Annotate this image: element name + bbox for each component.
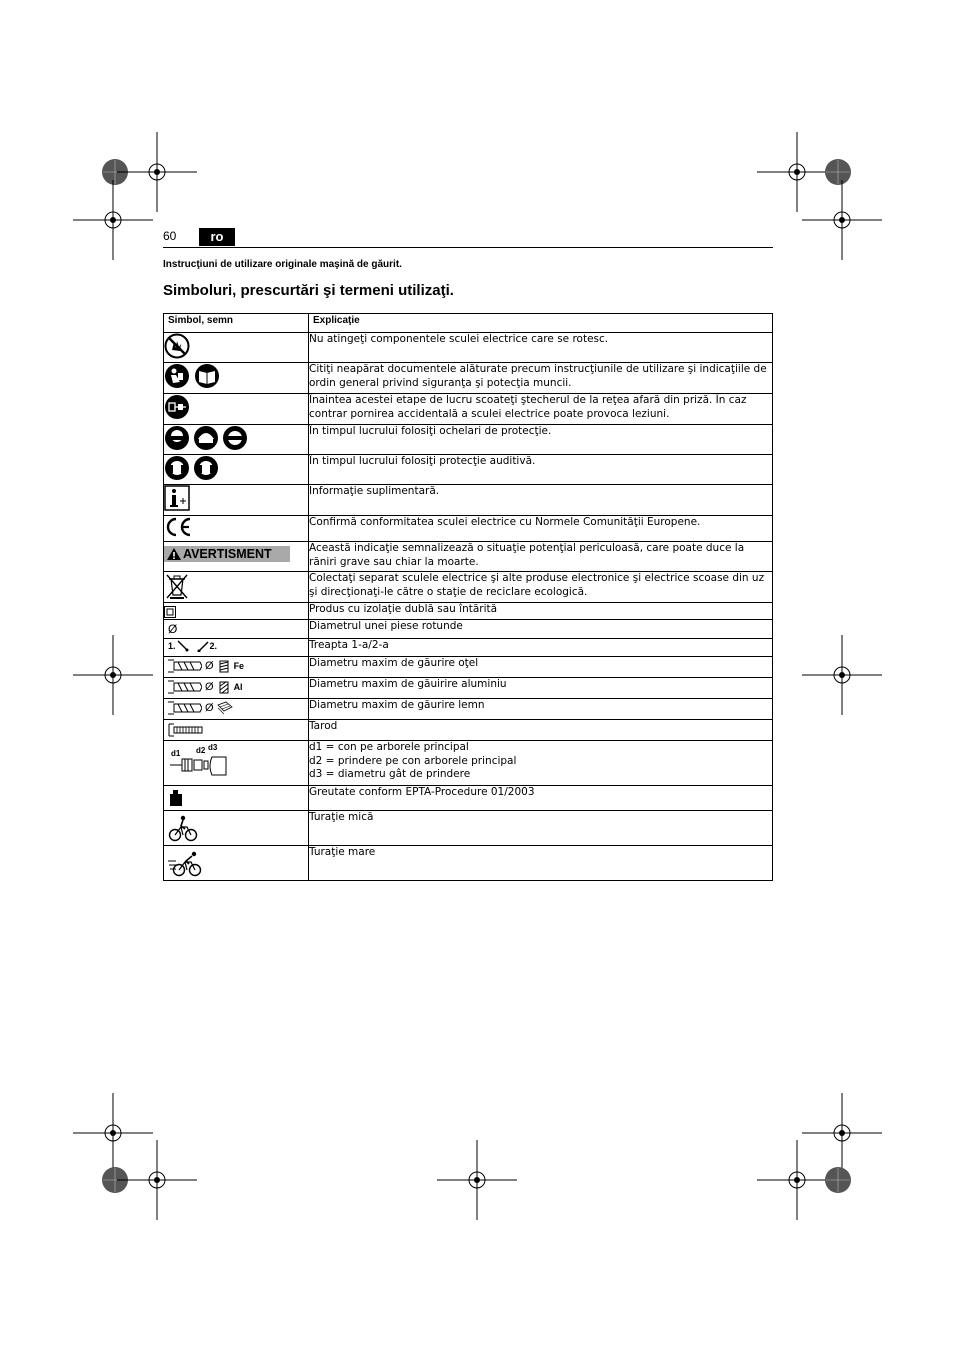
- explanation-cell: Această indicaţie semnalizează o situaţie potenţial periculoasă, care poate duce la răniri grave sau chiar la moarte.: [309, 542, 773, 572]
- drill-bit-icon: [168, 680, 202, 694]
- table-row: [164, 720, 773, 741]
- table-row: [164, 699, 773, 720]
- weight-icon: [168, 789, 184, 807]
- column-header-explanation: Explicaţie: [309, 314, 773, 333]
- warning-triangle-icon: [166, 547, 182, 561]
- explanation-cell: Treapta 1-a/2-a: [309, 639, 773, 657]
- table-row: [164, 786, 773, 811]
- explanation-cell: Citiţi neapărat documentele alăturate precum instrucţiunile de utilizare şi indicaţiile de ordin general privind siguranţa şi potecţia muncii.: [309, 363, 773, 394]
- warning-label: [164, 546, 290, 562]
- gear-step-label-2: 2.: [209, 641, 218, 651]
- drill-aluminium-icon: [168, 680, 304, 694]
- registration-mark-icon: [117, 1140, 197, 1220]
- section-title: Simboluri, prescurtări şi termeni utilizaţi.: [163, 282, 454, 299]
- table-row: [164, 572, 773, 603]
- table-row: [164, 485, 773, 516]
- table-row: [164, 811, 773, 846]
- table-row: [164, 678, 773, 699]
- table-row: [164, 333, 773, 363]
- language-badge: ro: [199, 228, 235, 246]
- table-row: [164, 363, 773, 394]
- table-row: [164, 455, 773, 485]
- explanation-cell: Diametru maxim de găuirire aluminiu: [309, 678, 773, 699]
- explanation-cell: Diametru maxim de găurire lemn: [309, 699, 773, 720]
- explanation-cell: Nu atingeţi componentele sculei electrice care se rotesc.: [309, 333, 773, 363]
- registration-mark-icon: [802, 180, 882, 260]
- explanation-cell: Înaintea acestei etape de lucru scoateţi ştecherul de la reţea afară din priză. În caz contrar pornirea accidentală a sculei electrice poate provoca leziuni.: [309, 394, 773, 425]
- spindle-label-d1: d1: [171, 749, 181, 758]
- registration-mark-icon: [73, 180, 153, 260]
- spindle-dimensions-icon: [168, 744, 232, 778]
- table-header-row: [164, 314, 773, 333]
- spindle-label-d3: d3: [208, 744, 218, 752]
- lever-up-icon: [196, 640, 210, 652]
- table-row: [164, 425, 773, 455]
- low-speed-bicycle-icon: [168, 814, 198, 842]
- table-row: [164, 639, 773, 657]
- diameter-symbol: Ø: [205, 702, 214, 714]
- registration-mark-icon: [800, 1140, 880, 1220]
- table-row: [164, 603, 773, 620]
- explanation-cell: Informaţie suplimentară.: [309, 485, 773, 516]
- registration-mark-icon: [73, 635, 153, 715]
- spindle-label-d2: d2: [196, 746, 206, 755]
- table-row: [164, 516, 773, 542]
- drill-bit-icon: [168, 659, 202, 673]
- read-manual-icon: [164, 363, 222, 389]
- registration-mark-icon: [437, 1140, 517, 1220]
- explanation-cell: Tarod: [309, 720, 773, 741]
- unplug-icon: [164, 394, 190, 420]
- table-row: [164, 657, 773, 678]
- hearing-protection-icon: [164, 455, 220, 481]
- material-label-al: Al: [233, 682, 243, 692]
- aluminium-material-icon: [217, 680, 231, 694]
- explanation-line: d2 = prindere pe con arborele principal: [309, 754, 517, 767]
- explanation-line: d1 = con pe arborele principal: [309, 741, 469, 753]
- explanation-cell: Turaţie mică: [309, 811, 773, 846]
- symbols-table: [163, 313, 773, 881]
- explanation-cell: În timpul lucrului folosiţi protecţie auditivă.: [309, 455, 773, 485]
- drill-wood-icon: [168, 701, 304, 715]
- wood-material-icon: [217, 701, 233, 715]
- explanation-cell: Turaţie mare: [309, 846, 773, 881]
- no-touch-rotating-icon: [164, 333, 190, 359]
- material-label-fe: Fe: [233, 661, 245, 671]
- lever-down-icon: [176, 640, 190, 652]
- registration-mark-icon: [802, 635, 882, 715]
- explanation-cell: Diametru maxim de găurire oţel: [309, 657, 773, 678]
- explanation-cell: Greutate conform EPTA-Procedure 01/2003: [309, 786, 773, 811]
- explanation-cell: Produs cu izolaţie dublă sau întărită: [309, 603, 773, 620]
- double-insulation-icon: [164, 606, 176, 618]
- table-row: [164, 741, 773, 786]
- document-subtitle: Instrucţiuni de utilizare originale maşină de găurit.: [163, 259, 402, 270]
- explanation-line: d3 = diametru gât de prindere: [309, 768, 471, 780]
- header-rule: [163, 247, 773, 248]
- table-row: [164, 394, 773, 425]
- column-header-symbol: Simbol, semn: [164, 314, 309, 333]
- diameter-icon: Ø: [168, 622, 178, 636]
- table-row: [164, 620, 773, 639]
- warning-label-text: AVERTISMENT: [183, 547, 272, 561]
- drill-steel-icon: [168, 659, 304, 673]
- explanation-cell: În timpul lucrului folosiţi ochelari de protecţie.: [309, 425, 773, 455]
- high-speed-bicycle-icon: [168, 849, 202, 877]
- table-row: [164, 542, 773, 572]
- steel-material-icon: [217, 659, 231, 673]
- explanation-cell: Colectaţi separat sculele electrice şi alte produse electronice şi electrice scoase din uz şi direcţionaţi-le către o staţie de reciclare ecologică.: [309, 572, 773, 603]
- gear-step-label-1: 1.: [168, 641, 176, 651]
- gear-step-icon: [168, 640, 304, 652]
- ce-mark-icon: [164, 516, 194, 538]
- page-number: 60: [163, 229, 177, 243]
- diameter-symbol: Ø: [205, 660, 214, 672]
- table-row: [164, 846, 773, 881]
- diameter-symbol: Ø: [205, 681, 214, 693]
- protective-goggles-icon: [164, 425, 248, 451]
- crossed-bin-icon: [164, 572, 190, 600]
- tap-icon: [168, 723, 204, 737]
- explanation-cell: Diametrul unei piese rotunde: [309, 620, 773, 639]
- drill-bit-icon: [168, 701, 202, 715]
- info-icon: [164, 485, 190, 511]
- explanation-cell: Confirmă conformitatea sculei electrice cu Normele Comunităţii Europene.: [309, 516, 773, 542]
